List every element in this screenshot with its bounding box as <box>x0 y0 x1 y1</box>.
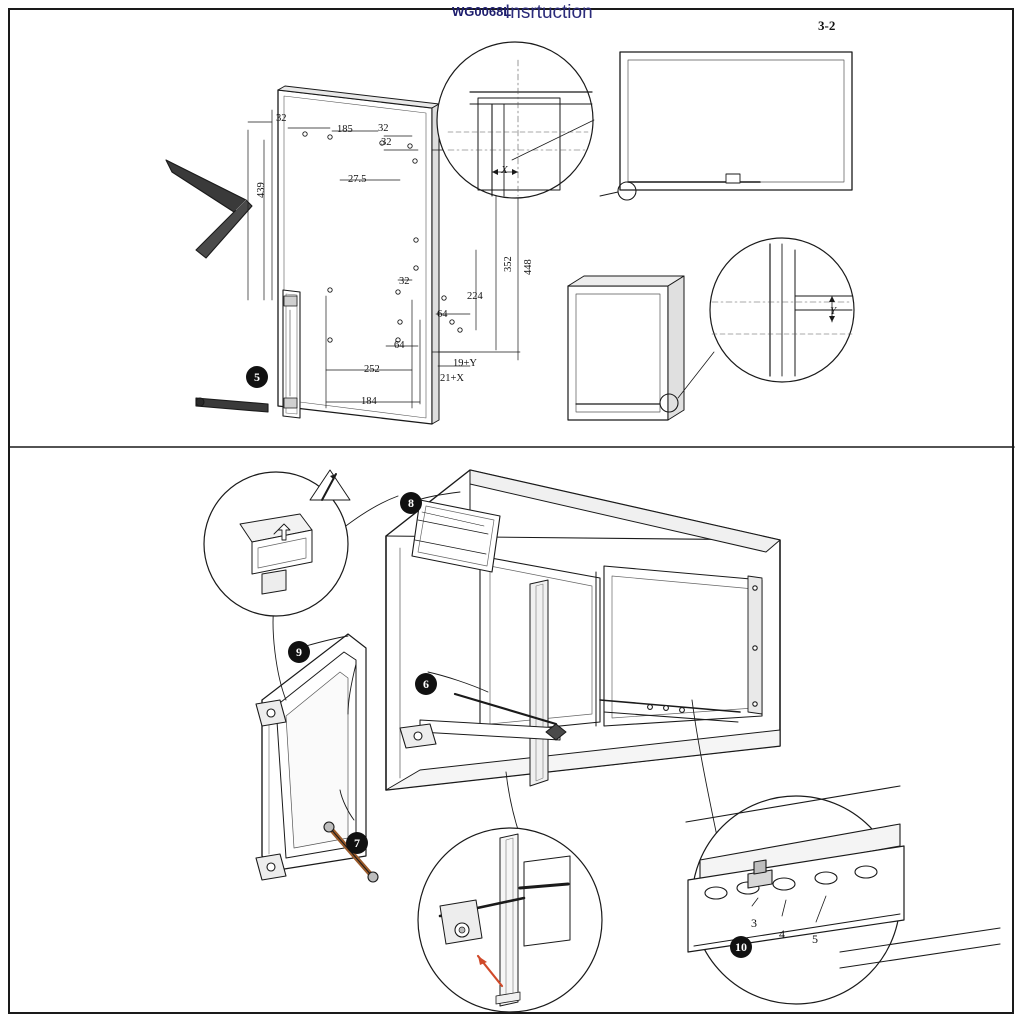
callout-6[interactable]: 6 <box>415 673 437 695</box>
callout-9[interactable]: 9 <box>288 641 310 663</box>
dim-439: 439 <box>256 182 267 198</box>
callout-8[interactable]: 8 <box>400 492 422 514</box>
callout-10[interactable]: 10 <box>730 936 752 958</box>
dim-y-label: Y <box>830 305 837 317</box>
dim-252: 252 <box>364 364 380 375</box>
part-label-5: 5 <box>812 932 818 946</box>
dim-64-b: 64 <box>394 340 405 351</box>
title-model-code: WG0068L <box>452 4 512 19</box>
center-post <box>530 580 548 786</box>
support-arm-v <box>166 160 252 258</box>
detail-circle-bottom-hinge <box>418 828 602 1012</box>
lower-bar <box>196 398 268 412</box>
dim-21-plus-x: 21+X <box>440 373 465 384</box>
callout-5[interactable]: 5 <box>246 366 268 388</box>
dim-64-a: 64 <box>437 309 448 320</box>
dim-352: 352 <box>503 256 514 272</box>
hinge-strip <box>283 290 300 418</box>
dim-185: 185 <box>337 124 353 135</box>
dim-19-plus-y: 19+Y <box>453 358 478 369</box>
dim-32-c: 32 <box>381 137 392 148</box>
corner-panel-detail <box>568 276 714 420</box>
dim-x-label: X <box>501 164 508 176</box>
title-text: Insrtuction <box>505 2 593 23</box>
dim-27-5: 27.5 <box>348 174 367 185</box>
part-label-4: 4 <box>779 927 785 941</box>
dim-184: 184 <box>361 396 377 407</box>
part-label-3: 3 <box>751 916 757 930</box>
detail-circle-x <box>437 42 593 198</box>
dim-448: 448 <box>523 259 534 275</box>
panel-face <box>278 86 439 424</box>
dim-32-a: 32 <box>276 113 287 124</box>
callout-7[interactable]: 7 <box>346 832 368 854</box>
door-panels <box>480 556 762 734</box>
dim-32-b: 32 <box>378 123 389 134</box>
detail-circle-clip <box>204 470 350 616</box>
detail-circle-track <box>688 796 904 1004</box>
dim-224: 224 <box>467 291 483 302</box>
dim-32-d: 32 <box>399 276 410 287</box>
page-number: 3-2 <box>818 18 836 33</box>
